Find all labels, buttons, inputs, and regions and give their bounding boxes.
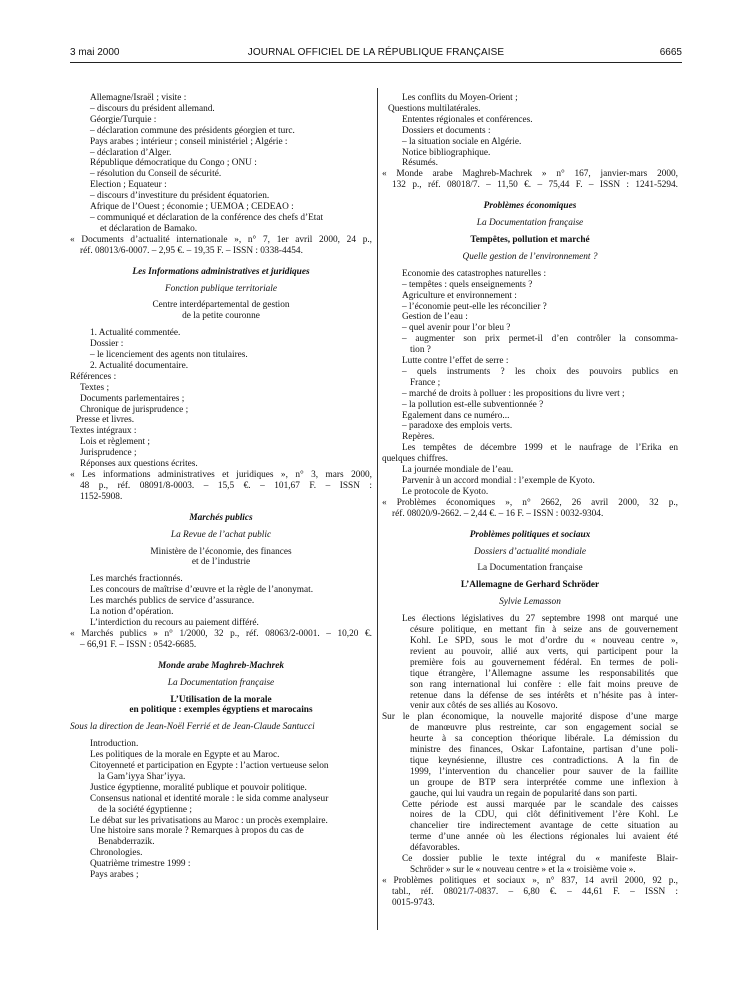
text-line: Ententes régionales et conférences. (402, 114, 533, 125)
left-column (70, 93, 372, 881)
list-item: Les concours de maîtrise d’œuvre et la règle de l’anonymat. (90, 585, 314, 596)
reference-line: 132 p., réf. 08018/7. – 11,50 €. – 75,44 F. – ISSN : 1241-5294. (392, 180, 678, 191)
list-item: Une histoire sans morale ? Remarques à propos du cas de (90, 826, 304, 837)
list-item: – quels instruments ? les choix des pouvoirs publics en (402, 366, 678, 377)
reference-line: « Les informations administratives et juridiques », n° 3, mars 2000, (70, 470, 372, 480)
publisher-line: Ministère de l’économie, des finances (150, 546, 292, 557)
text-line: – communiqué et déclaration de la conférence des chefs d’Etat (90, 212, 324, 223)
text-line: et déclaration de Bamako. (100, 223, 198, 234)
header-rule (70, 62, 682, 63)
section-subtitle: La Documentation française (476, 218, 584, 229)
paragraph-line: tique keynésienne, illustre ces contradictions. A la fin de (410, 755, 678, 766)
article-headline: L’Allemagne de Gerhard Schröder (460, 580, 600, 591)
paragraph-line: gauche, qui lui vaudra un regain de popularité dans son parti. (410, 788, 638, 799)
column-divider (377, 88, 378, 930)
section-subtitle: Dossiers d’actualité mondiale (473, 546, 587, 557)
list-item: Benabderrazik. (98, 837, 155, 848)
list-item: Repères. (402, 432, 435, 443)
article-headline: en politique : exemples égyptiens et marocains (129, 705, 313, 716)
list-item: Les politiques de la morale en Egypte et au Maroc. (90, 750, 280, 761)
paragraph-line: terme d’une année où les élections régionales lui avaient été (410, 832, 678, 843)
list-item: Références : (70, 371, 117, 382)
paragraph-line: Kohl. Le SPD, sous le mot d’ordre du « nouveau centre », (410, 635, 678, 646)
paragraph-line: défavorables. (410, 843, 460, 854)
list-item: Introduction. (90, 739, 139, 750)
reference-line: « Problèmes politiques et sociaux », n° 837, 14 avril 2000, 92 p., (382, 875, 678, 886)
article-question: Quelle gestion de l’environnement ? (462, 251, 598, 262)
list-item: Agriculture et environnement : (402, 290, 517, 301)
list-item: Egalement dans ce numéro... (402, 410, 510, 421)
header-page-number: 6665 (659, 47, 682, 58)
text-line: Dossiers et documents : (402, 125, 491, 136)
list-item: la Gam’iyya Shar’iyya. (98, 771, 186, 782)
reference-line: « Marchés publics » n° 1/2000, 32 p., réf. 08063/2-0001. – 10,20 €. (70, 628, 372, 639)
text-line: – discours d’investiture du président équatorien. (90, 191, 270, 202)
list-item: – paradoxe des emplois verts. (402, 421, 513, 432)
list-item: France ; (410, 377, 441, 388)
reference-line: « Problèmes économiques », n° 2662, 26 avril 2000, 32 p., (382, 497, 678, 508)
text-line: Pays arabes ; intérieur ; conseil ministériel ; Algérie : (90, 136, 288, 147)
list-item: – la pollution est-elle subventionnée ? (402, 399, 544, 410)
text-line: Géorgie/Turquie : (90, 114, 157, 125)
reference-line: réf. 08020/9-2662. – 2,44 €. – 16 F. – ISSN : 0032-9304. (392, 508, 604, 519)
list-item: – tempêtes : quels enseignements ? (402, 279, 533, 290)
paragraph-line: son rang international lui confère : elle fait moins preuve de (410, 679, 678, 690)
publisher-line: La Documentation française (477, 563, 583, 574)
list-item: Lutte contre l’effet de serre : (402, 356, 509, 367)
list-item: Les tempêtes de décembre 1999 et le naufrage de l’Erika en (402, 443, 678, 454)
list-item: Consensus national et identité morale : le sida comme analyseur (90, 793, 329, 804)
text-line: – déclaration d’Alger. (90, 147, 172, 158)
paragraph-line: revient au pouvoir, allié aux verts, qui participent pour la (410, 646, 678, 657)
list-item: Lois et règlement ; (80, 437, 150, 448)
list-item: La journée mondiale de l’eau. (402, 465, 514, 476)
section-title: Problèmes économiques (483, 201, 577, 212)
publisher-line: et de l’industrie (191, 557, 251, 568)
paragraph-line: Les élections législatives du 27 septembre 1998 ont marqué une (402, 614, 678, 625)
reference-line: 48 p., réf. 08091/8-0003. – 15,5 €. – 101,67 F. – ISSN : (80, 480, 372, 491)
list-item: Parvenir à un accord mondial : l’exemple de Kyoto. (402, 476, 595, 486)
paragraph-line: césure politique, en mettant fin à seize ans de gouvernement (410, 625, 678, 636)
section-title: Marchés publics (189, 512, 253, 523)
list-item: Economie des catastrophes naturelles : (402, 268, 547, 279)
list-item: de la société égyptienne ; (98, 804, 192, 815)
paragraph-line: un groupe de BTP sera interprétée comme une inflexion à (410, 777, 678, 788)
paragraph-line: retenue dans la défense de ses intérêts et n’hésite pas à inter- (410, 690, 678, 701)
list-item: Chronologies. (90, 848, 143, 859)
list-item: Textes ; (80, 382, 110, 393)
section-subtitle: La Revue de l’achat public (170, 529, 272, 540)
list-item: Gestion de l’eau : (402, 312, 468, 323)
list-item: Quatrième trimestre 1999 : (90, 859, 191, 870)
list-item: Réponses aux questions écrites. (80, 459, 198, 470)
paragraph-line: venir aux côtés de ses alliés au Kosovo. (410, 701, 558, 712)
list-item: Textes intégraux : (70, 426, 137, 437)
paragraph-line: ministre des finances, Oskar Lafontaine, partisan d’une poli- (410, 745, 678, 756)
publisher-line: de la petite couronne (182, 311, 260, 322)
text-line: Résumés. (402, 158, 438, 169)
list-item: Pays arabes ; (90, 870, 139, 881)
text-line: Election ; Equateur : (90, 180, 167, 191)
paragraph-line: Ce dossier publie le texte intégral du « manifeste Blair- (402, 854, 678, 865)
section-subtitle: La Documentation française (167, 677, 275, 688)
text-line: Afrique de l’Ouest ; économie ; UEMOA ; CEDEAO : (90, 202, 294, 213)
header-date: 3 mai 2000 (70, 47, 120, 58)
reference-line: 0015-9743. (392, 897, 435, 908)
list-item: Jurisprudence ; (80, 448, 137, 459)
reference-line: tabl., réf. 08021/7-0837. – 6,80 €. – 44,61 F. – ISSN : (392, 886, 678, 897)
paragraph-line: tique étrangère, l’Allemagne assume les responsabilités que (410, 668, 678, 679)
list-item: Les marchés publics de service d’assurance. (90, 596, 255, 607)
list-item: Les marchés fractionnés. (90, 574, 183, 585)
paragraph-line: noires de la CDU, qui clôt définitivement l’ère Kohl. Le (410, 810, 678, 821)
header-title: JOURNAL OFFICIEL DE LA RÉPUBLIQUE FRANÇAISE (247, 47, 505, 58)
text-line: Notice bibliographique. (402, 147, 491, 158)
reference-line: réf. 08013/6-0007. – 2,95 €. – 19,35 F. – ISSN : 0338-4454. (80, 245, 303, 256)
list-item: – quel avenir pour l’or bleu ? (402, 323, 511, 334)
section-title: Les Informations administratives et juridiques (132, 266, 310, 277)
list-item: – augmenter son prix permet-il d’en contrôler la consomma- (402, 334, 678, 345)
list-item: Presse et livres. (76, 415, 135, 426)
list-item: 1. Actualité commentée. (90, 328, 181, 339)
list-item: – marché de droits à polluer : les propositions du livre vert ; (402, 388, 625, 399)
text-line: – discours du président allemand. (90, 103, 215, 114)
list-item: tion ? (410, 345, 431, 356)
reference-line: « Documents d’actualité internationale », n° 7, 1er avril 2000, 24 p., (70, 234, 372, 245)
text-line: – déclaration commune des présidents géorgien et turc. (90, 125, 295, 136)
list-item: Le protocole de Kyoto. (402, 486, 489, 497)
paragraph-line: heurte à sa conception théorique libérale. La démission du (410, 734, 678, 745)
paragraph-line: Schröder » sur le « nouveau centre » et la « troisième voie ». (410, 865, 636, 875)
list-item: Justice égyptienne, moralité publique et pouvoir politique. (90, 782, 307, 793)
text-line: – la situation sociale en Algérie. (402, 136, 522, 147)
paragraph-line: Sur le plan économique, la nouvelle majorité dispose d’une marge (382, 712, 678, 723)
text-line: – résolution du Conseil de sécurité. (90, 169, 222, 180)
right-column (382, 93, 678, 909)
reference-line: 1152-5908. (80, 491, 123, 502)
article-byline: Sous la direction de Jean-Noël Ferrié et de Jean-Claude Santucci (70, 722, 315, 733)
text-line: République démocratique du Congo ; ONU : (90, 158, 257, 169)
reference-line: « Monde arabe Maghreb-Machrek » n° 167, janvier-mars 2000, (382, 169, 678, 180)
list-item: Citoyenneté et participation en Egypte : l’action vertueuse selon (90, 761, 329, 772)
publisher-line: Centre interdépartemental de gestion (152, 300, 290, 311)
list-item: Dossier : (90, 339, 124, 350)
list-item: Le débat sur les privatisations au Maroc : un procès exemplaire. (90, 815, 328, 826)
section-title: Problèmes politiques et sociaux (469, 529, 591, 540)
section-subtitle: Fonction publique territoriale (164, 283, 278, 294)
section-title: Monde arabe Maghreb-Machrek (157, 660, 285, 671)
list-item: – le licenciement des agents non titulaires. (90, 350, 248, 361)
article-author: Sylvie Lemasson (499, 597, 561, 608)
paragraph-line: chancelier tire indirectement avantage de cette situation au (410, 821, 678, 832)
article-headline: Tempêtes, pollution et marché (470, 234, 590, 245)
list-item: Chronique de jurisprudence ; (80, 404, 189, 415)
article-headline: L’Utilisation de la morale (170, 694, 272, 705)
text-line: Les conflits du Moyen-Orient ; (402, 93, 518, 103)
text-line: Questions multilatérales. (388, 103, 481, 114)
list-item: L’interdiction du recours au paiement différé. (90, 617, 259, 628)
list-item: Documents parlementaires ; (80, 393, 185, 404)
running-header (70, 46, 682, 60)
paragraph-line: 1999, l’intervention du chancelier pour sauver de la faillite (410, 766, 678, 777)
paragraph-line: de manœuvre plus restreinte, car son engagement social se (410, 723, 678, 734)
paragraph-line: Cette période est aussi marquée par le scandale des caisses (402, 799, 678, 810)
list-item: 2. Actualité documentaire. (90, 360, 189, 371)
reference-line: – 66,91 F. – ISSN : 0542-6685. (80, 639, 197, 650)
paragraph-line: première fois au gouvernement fédéral. En termes de poli- (410, 657, 678, 668)
list-item: – l’économie peut-elle les réconcilier ? (402, 301, 547, 312)
text-line: Allemagne/Israël ; visite : (90, 93, 187, 103)
list-item: La notion d’opération. (90, 607, 174, 618)
list-item: quelques chiffres. (382, 454, 448, 465)
